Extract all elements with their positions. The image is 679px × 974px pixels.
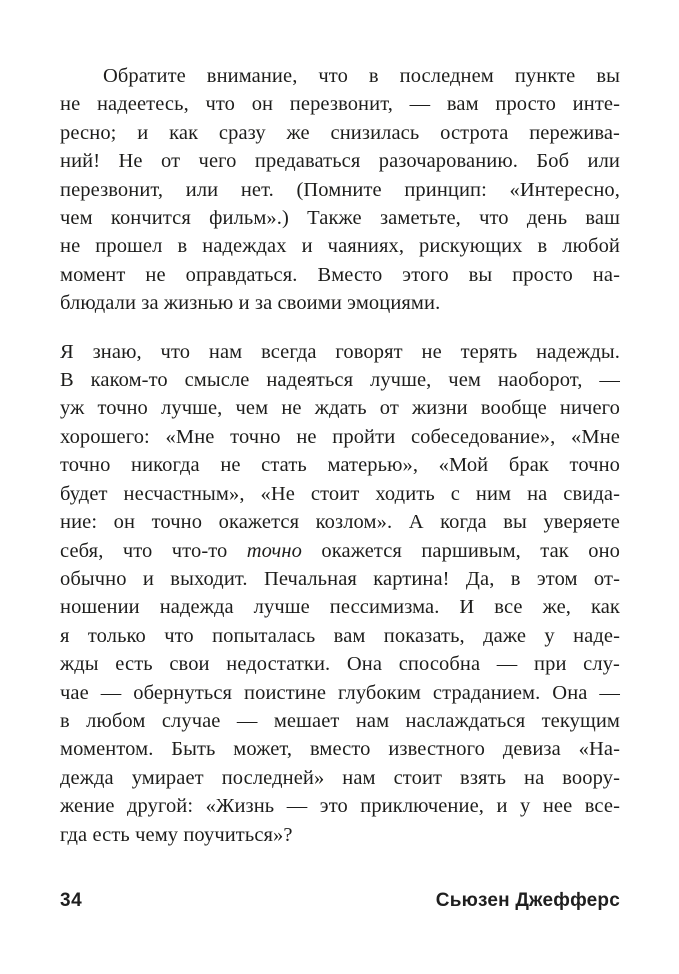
text-line: ресно; и как сразу же снизилась острота пережива- — [60, 121, 620, 144]
page-number: 34 — [60, 890, 83, 911]
text-line: чем кончится фильм».) Также заметьте, что день ваш — [60, 207, 620, 230]
page-footer — [60, 890, 620, 912]
text-line: будет несчастным», «Не стоит ходить с ним на свида- — [60, 482, 620, 505]
text-line: дежда умирает последней» нам стоит взять на воору- — [60, 766, 620, 789]
text-line: момент не оправдаться. Вместо этого вы просто на- — [60, 263, 620, 286]
text-segment: себя, что что-то — [60, 539, 247, 562]
text-line: я только что попыталась вам показать, даже у наде- — [60, 624, 620, 647]
text-line: Обратите внимание, что в последнем пункте вы — [103, 65, 620, 87]
text-line: ние: он точно окажется козлом». А когда вы уверяете — [60, 511, 620, 534]
italic-text: точно — [246, 539, 303, 562]
paragraph — [60, 338, 620, 849]
text-line: не прошел в надеждах и чаяниях, рискующих в любой — [60, 235, 620, 258]
text-line: моментом. Быть может, вместо известного девиза «На- — [60, 738, 620, 761]
text-line: перезвонит, или нет. (Помните принцип: «Интересно, — [60, 178, 620, 201]
text-segment: окажется паршивым, так оно — [302, 539, 620, 562]
text-line: ний! Не от чего предаваться разочарованию. Боб или — [60, 150, 620, 173]
text-line: уж точно лучше, чем не ждать от жизни вообще ничего — [60, 397, 620, 420]
running-title-author: Сьюзен Джефферс — [435, 890, 620, 911]
text-line: жение другой: «Жизнь — это приключение, и у нее все- — [60, 795, 620, 818]
text-line: ношении надежда лучше пессимизма. И все же, как — [60, 596, 620, 619]
text-line: блюдали за жизнью и за своими эмоциями. — [60, 292, 441, 315]
text-line: жды есть свои недостатки. Она способна — при слу- — [60, 653, 620, 676]
text-line: В каком-то смысле надеяться лучше, чем наоборот, — — [60, 369, 620, 392]
paragraph — [60, 62, 620, 318]
text-line: чае — обернуться поистине глубоким страданием. Она — — [60, 681, 620, 704]
text-line: хорошего: «Мне точно не пройти собеседование», «Мне — [60, 425, 620, 448]
text-line: не надеетесь, что он перезвонит, — вам просто инте- — [60, 93, 620, 116]
text-line — [60, 537, 620, 565]
text-line: обычно и выходит. Печальная картина! Да, в этом от- — [60, 567, 620, 590]
text-line: гда есть чему поучиться»? — [60, 823, 293, 846]
text-line: Я знаю, что нам всегда говорят не терять надежды. — [60, 340, 620, 363]
text-block — [60, 62, 620, 849]
text-line: точно никогда не стать матерью», «Мой брак точно — [60, 454, 620, 477]
text-line: в любом случае — мешает нам наслаждаться текущим — [60, 709, 620, 732]
